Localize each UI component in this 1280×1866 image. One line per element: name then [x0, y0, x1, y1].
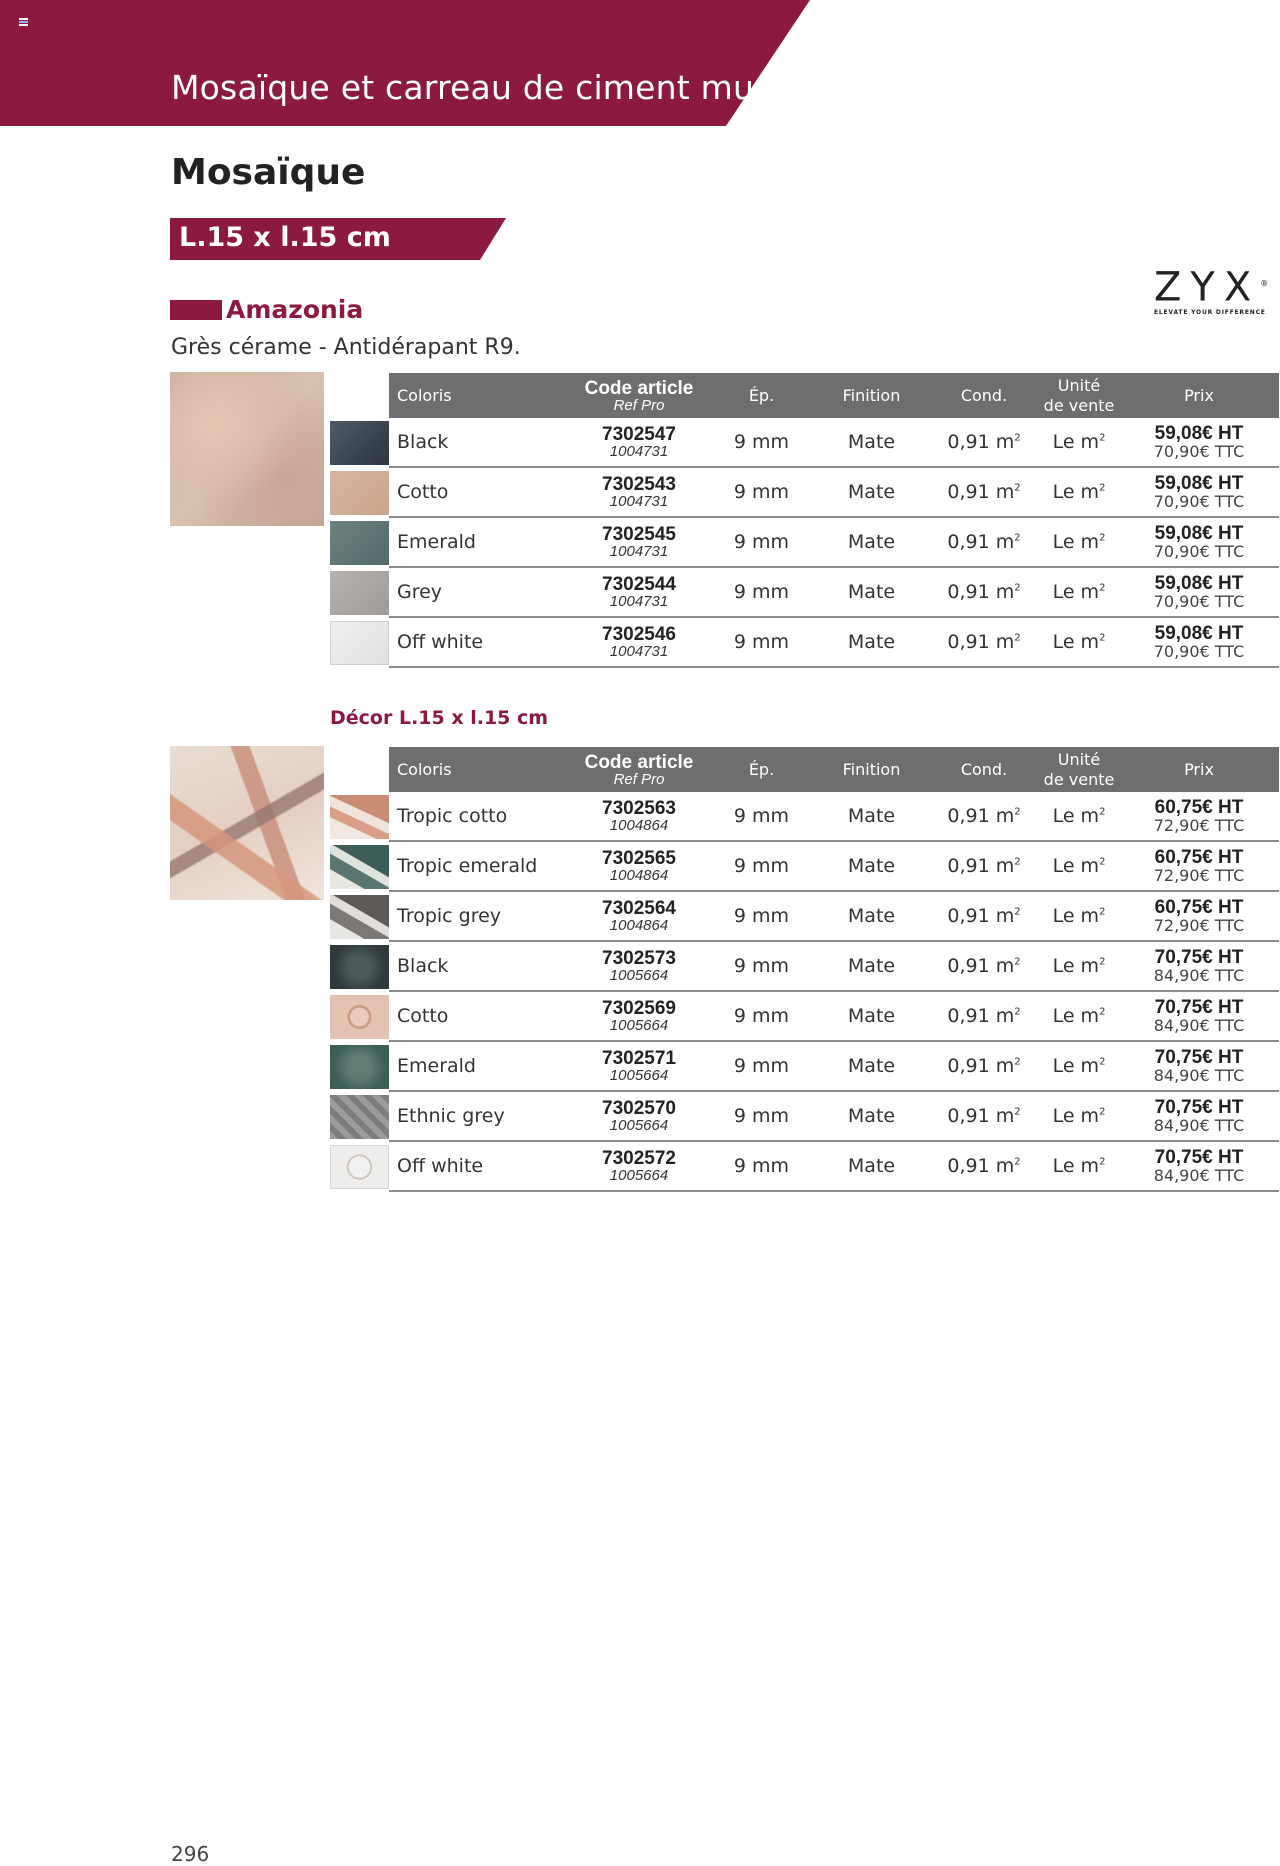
col-header-prix: Prix: [1119, 373, 1279, 418]
color-swatch: [330, 845, 389, 889]
color-swatch: [330, 521, 389, 565]
thickness-cell: 9 mm: [709, 517, 814, 567]
price-ht: 70,75€ HT: [1154, 997, 1244, 1018]
packaging-cell: [929, 517, 1039, 567]
price-ht: 60,75€ HT: [1154, 847, 1244, 868]
sale-unit-cell: [1039, 617, 1119, 667]
packaging-value: 0,91 m: [947, 905, 1015, 927]
packaging-cell: [929, 1041, 1039, 1091]
unit-superscript: 2: [1014, 1006, 1021, 1018]
col-header-code-label: Code article: [584, 377, 694, 399]
coloris-cell: Ethnic grey: [389, 1091, 569, 1141]
price-ttc: 72,90€ TTC: [1153, 916, 1245, 935]
table-row: [389, 1041, 1279, 1091]
packaging-value: 0,91 m: [947, 1105, 1015, 1127]
ref-pro-code: 1004864: [609, 867, 669, 884]
code-cell: [569, 467, 709, 517]
col-header-ref-label: Ref Pro: [613, 396, 665, 414]
table-row: [389, 617, 1279, 667]
price-ht: 59,08€ HT: [1154, 573, 1244, 594]
sale-unit-value: Le m: [1052, 905, 1100, 927]
unit-superscript: 2: [1099, 1106, 1106, 1118]
coloris-cell: Emerald: [389, 517, 569, 567]
coloris-cell: Cotto: [389, 991, 569, 1041]
finish-cell: Mate: [814, 567, 929, 617]
amazonia-product-photo: [170, 372, 324, 526]
table-row: [389, 418, 1279, 467]
packaging-value: 0,91 m: [947, 581, 1015, 603]
col-header-code-label: Code article: [584, 751, 694, 773]
ref-pro-code: 1004864: [609, 917, 669, 934]
unit-superscript: 2: [1014, 906, 1021, 918]
unit-superscript: 2: [1099, 482, 1106, 494]
table-row: [389, 567, 1279, 617]
unit-superscript: 2: [1014, 806, 1021, 818]
article-code: 7302545: [602, 524, 676, 545]
price-ht: 59,08€ HT: [1154, 623, 1244, 644]
header-band: [0, 0, 810, 126]
code-cell: [569, 841, 709, 891]
sale-unit-cell: [1039, 517, 1119, 567]
thickness-cell: 9 mm: [709, 1041, 814, 1091]
size-label: L.15 x l.15 cm: [179, 222, 391, 253]
coloris-cell: Emerald: [389, 1041, 569, 1091]
coloris-cell: Off white: [389, 1141, 569, 1191]
code-cell: [569, 891, 709, 941]
thickness-cell: 9 mm: [709, 792, 814, 841]
sale-unit-value: Le m: [1052, 531, 1100, 553]
thickness-cell: 9 mm: [709, 617, 814, 667]
article-code: 7302565: [602, 848, 676, 869]
col-header-unite: [1039, 747, 1119, 792]
sale-unit-value: Le m: [1052, 855, 1100, 877]
packaging-cell: [929, 1091, 1039, 1141]
table-header-row: [389, 373, 1279, 418]
sale-unit-value: Le m: [1052, 1155, 1100, 1177]
packaging-value: 0,91 m: [947, 431, 1015, 453]
price-cell: [1119, 991, 1279, 1041]
ref-pro-code: 1005664: [609, 967, 669, 984]
decor-table: [389, 747, 1279, 1192]
ref-pro-code: 1004864: [609, 817, 669, 834]
thickness-cell: 9 mm: [709, 891, 814, 941]
packaging-value: 0,91 m: [947, 955, 1015, 977]
code-cell: [569, 1091, 709, 1141]
packaging-cell: [929, 941, 1039, 991]
ref-pro-code: 1004731: [609, 543, 669, 560]
color-swatch: [330, 1145, 389, 1189]
article-code: 7302569: [602, 998, 676, 1019]
unit-superscript: 2: [1014, 482, 1021, 494]
table-row: [389, 941, 1279, 991]
col-header-unite-line2: de vente: [1043, 395, 1115, 415]
packaging-value: 0,91 m: [947, 481, 1015, 503]
unit-superscript: 2: [1099, 532, 1106, 544]
coloris-cell: Black: [389, 418, 569, 467]
brand-tagline: ELEVATE YOUR DIFFERENCE: [1154, 309, 1266, 317]
page-number: 296: [171, 1842, 210, 1866]
unit-superscript: 2: [1014, 1156, 1021, 1168]
price-ht: 70,75€ HT: [1154, 1147, 1244, 1168]
color-swatch: [330, 945, 389, 989]
color-swatch: [330, 1095, 389, 1139]
unit-superscript: 2: [1099, 806, 1106, 818]
code-cell: [569, 792, 709, 841]
coloris-cell: Grey: [389, 567, 569, 617]
ref-pro-code: 1004731: [609, 643, 669, 660]
article-code: 7302547: [602, 424, 676, 445]
col-header-ref-label: Ref Pro: [613, 770, 665, 788]
color-swatch: [330, 895, 389, 939]
ref-pro-code: 1004731: [609, 443, 669, 460]
price-ht: 59,08€ HT: [1154, 523, 1244, 544]
article-code: 7302571: [602, 1048, 676, 1069]
unit-superscript: 2: [1014, 582, 1021, 594]
thickness-cell: 9 mm: [709, 841, 814, 891]
price-ht: 59,08€ HT: [1154, 423, 1244, 444]
unit-superscript: 2: [1014, 856, 1021, 868]
color-swatch: [330, 795, 389, 839]
sale-unit-cell: [1039, 991, 1119, 1041]
table-row: [389, 792, 1279, 841]
packaging-cell: [929, 891, 1039, 941]
packaging-value: 0,91 m: [947, 531, 1015, 553]
sale-unit-cell: [1039, 941, 1119, 991]
coloris-cell: Tropic emerald: [389, 841, 569, 891]
sale-unit-cell: [1039, 1091, 1119, 1141]
series-marker: [170, 300, 222, 320]
price-cell: [1119, 941, 1279, 991]
col-header-cond: Cond.: [929, 747, 1039, 792]
color-swatch: [330, 995, 389, 1039]
sale-unit-value: Le m: [1052, 431, 1100, 453]
code-cell: [569, 617, 709, 667]
color-swatch: [330, 421, 389, 465]
price-cell: [1119, 1141, 1279, 1191]
finish-cell: Mate: [814, 617, 929, 667]
price-ttc: 72,90€ TTC: [1153, 866, 1245, 885]
table-row: [389, 841, 1279, 891]
unit-superscript: 2: [1099, 856, 1106, 868]
coloris-cell: Black: [389, 941, 569, 991]
packaging-cell: [929, 792, 1039, 841]
thickness-cell: 9 mm: [709, 418, 814, 467]
price-cell: [1119, 418, 1279, 467]
brand-logo: [1154, 264, 1274, 318]
sale-unit-cell: [1039, 467, 1119, 517]
col-header-prix: Prix: [1119, 747, 1279, 792]
col-header-unite-line1: Unité: [1057, 375, 1101, 395]
price-ttc: 84,90€ TTC: [1153, 1116, 1245, 1135]
price-cell: [1119, 517, 1279, 567]
code-cell: [569, 567, 709, 617]
price-cell: [1119, 617, 1279, 667]
article-code: 7302564: [602, 898, 676, 919]
col-header-code: [569, 373, 709, 418]
table-row: [389, 467, 1279, 517]
table-row: [389, 517, 1279, 567]
article-code: 7302570: [602, 1098, 676, 1119]
price-ttc: 70,90€ TTC: [1153, 542, 1245, 561]
sale-unit-cell: [1039, 792, 1119, 841]
finish-cell: Mate: [814, 941, 929, 991]
code-cell: [569, 1141, 709, 1191]
price-cell: [1119, 1041, 1279, 1091]
thickness-cell: 9 mm: [709, 467, 814, 517]
unit-superscript: 2: [1099, 906, 1106, 918]
article-code: 7302573: [602, 948, 676, 969]
sale-unit-value: Le m: [1052, 805, 1100, 827]
packaging-value: 0,91 m: [947, 1155, 1015, 1177]
packaging-value: 0,91 m: [947, 1005, 1015, 1027]
thickness-cell: 9 mm: [709, 567, 814, 617]
col-header-unite: [1039, 373, 1119, 418]
unit-superscript: 2: [1014, 432, 1021, 444]
sale-unit-cell: [1039, 841, 1119, 891]
price-ttc: 70,90€ TTC: [1153, 642, 1245, 661]
packaging-cell: [929, 617, 1039, 667]
price-ttc: 72,90€ TTC: [1153, 816, 1245, 835]
coloris-cell: Off white: [389, 617, 569, 667]
sale-unit-value: Le m: [1052, 1005, 1100, 1027]
color-swatch: [330, 471, 389, 515]
code-cell: [569, 517, 709, 567]
finish-cell: Mate: [814, 1141, 929, 1191]
unit-superscript: 2: [1014, 1056, 1021, 1068]
table-row: [389, 991, 1279, 1041]
price-cell: [1119, 467, 1279, 517]
code-cell: [569, 991, 709, 1041]
unit-superscript: 2: [1099, 1056, 1106, 1068]
price-ttc: 70,90€ TTC: [1153, 592, 1245, 611]
page-title: Mosaïque: [171, 152, 366, 193]
article-code: 7302572: [602, 1148, 676, 1169]
sale-unit-value: Le m: [1052, 581, 1100, 603]
code-cell: [569, 1041, 709, 1091]
col-header-cond: Cond.: [929, 373, 1039, 418]
unit-superscript: 2: [1099, 956, 1106, 968]
table-row: [389, 891, 1279, 941]
price-ht: 70,75€ HT: [1154, 1097, 1244, 1118]
col-header-unite-line1: Unité: [1057, 749, 1101, 769]
code-cell: [569, 418, 709, 467]
packaging-value: 0,91 m: [947, 805, 1015, 827]
amazonia-table: [389, 373, 1279, 668]
finish-cell: Mate: [814, 517, 929, 567]
ref-pro-code: 1005664: [609, 1067, 669, 1084]
thickness-cell: 9 mm: [709, 1091, 814, 1141]
price-ttc: 84,90€ TTC: [1153, 1066, 1245, 1085]
finish-cell: Mate: [814, 841, 929, 891]
unit-superscript: 2: [1014, 956, 1021, 968]
finish-cell: Mate: [814, 991, 929, 1041]
finish-cell: Mate: [814, 792, 929, 841]
price-ttc: 84,90€ TTC: [1153, 966, 1245, 985]
packaging-cell: [929, 841, 1039, 891]
article-code: 7302544: [602, 574, 676, 595]
color-swatch: [330, 1045, 389, 1089]
color-swatch: [330, 621, 389, 665]
price-ttc: 84,90€ TTC: [1153, 1166, 1245, 1185]
col-header-coloris: Coloris: [389, 747, 569, 792]
coloris-cell: Tropic grey: [389, 891, 569, 941]
ref-pro-code: 1005664: [609, 1117, 669, 1134]
col-header-finition: Finition: [814, 747, 929, 792]
packaging-value: 0,91 m: [947, 631, 1015, 653]
sale-unit-cell: [1039, 1041, 1119, 1091]
col-header-ep: Ép.: [709, 747, 814, 792]
decor-product-photo: [170, 746, 324, 900]
sale-unit-cell: [1039, 418, 1119, 467]
finish-cell: Mate: [814, 467, 929, 517]
col-header-finition: Finition: [814, 373, 929, 418]
article-code: 7302543: [602, 474, 676, 495]
packaging-cell: [929, 418, 1039, 467]
price-ht: 59,08€ HT: [1154, 473, 1244, 494]
unit-superscript: 2: [1099, 432, 1106, 444]
sale-unit-value: Le m: [1052, 631, 1100, 653]
thickness-cell: 9 mm: [709, 1141, 814, 1191]
sale-unit-cell: [1039, 891, 1119, 941]
sale-unit-value: Le m: [1052, 955, 1100, 977]
finish-cell: Mate: [814, 418, 929, 467]
unit-superscript: 2: [1014, 532, 1021, 544]
decor-title: Décor L.15 x l.15 cm: [330, 707, 549, 729]
col-header-ep: Ép.: [709, 373, 814, 418]
table-row: [389, 1141, 1279, 1191]
sale-unit-cell: [1039, 1141, 1119, 1191]
table-header-row: [389, 747, 1279, 792]
article-code: 7302546: [602, 624, 676, 645]
menu-icon[interactable]: [19, 18, 28, 26]
price-cell: [1119, 792, 1279, 841]
unit-superscript: 2: [1099, 632, 1106, 644]
finish-cell: Mate: [814, 891, 929, 941]
code-cell: [569, 941, 709, 991]
unit-superscript: 2: [1099, 1006, 1106, 1018]
article-code: 7302563: [602, 798, 676, 819]
packaging-cell: [929, 567, 1039, 617]
table-row: [389, 1091, 1279, 1141]
price-ht: 70,75€ HT: [1154, 1047, 1244, 1068]
price-cell: [1119, 567, 1279, 617]
price-ht: 70,75€ HT: [1154, 947, 1244, 968]
sale-unit-cell: [1039, 567, 1119, 617]
coloris-cell: Cotto: [389, 467, 569, 517]
sale-unit-value: Le m: [1052, 1105, 1100, 1127]
coloris-cell: Tropic cotto: [389, 792, 569, 841]
ref-pro-code: 1005664: [609, 1167, 669, 1184]
price-ttc: 84,90€ TTC: [1153, 1016, 1245, 1035]
unit-superscript: 2: [1099, 582, 1106, 594]
price-cell: [1119, 1091, 1279, 1141]
packaging-cell: [929, 1141, 1039, 1191]
finish-cell: Mate: [814, 1041, 929, 1091]
packaging-value: 0,91 m: [947, 1055, 1015, 1077]
packaging-cell: [929, 991, 1039, 1041]
brand-mark: ZYX®: [1154, 264, 1269, 311]
series-description: Grès cérame - Antidérapant R9.: [171, 335, 521, 360]
col-header-coloris: Coloris: [389, 373, 569, 418]
unit-superscript: 2: [1099, 1156, 1106, 1168]
series-name: Amazonia: [226, 295, 364, 324]
unit-superscript: 2: [1014, 632, 1021, 644]
price-ttc: 70,90€ TTC: [1153, 492, 1245, 511]
unit-superscript: 2: [1014, 1106, 1021, 1118]
header-title: Mosaïque et carreau de ciment mur: [171, 68, 768, 107]
color-swatch: [330, 571, 389, 615]
col-header-unite-line2: de vente: [1043, 769, 1115, 789]
finish-cell: Mate: [814, 1091, 929, 1141]
ref-pro-code: 1005664: [609, 1017, 669, 1034]
packaging-value: 0,91 m: [947, 855, 1015, 877]
col-header-code: [569, 747, 709, 792]
ref-pro-code: 1004731: [609, 593, 669, 610]
price-ttc: 70,90€ TTC: [1153, 442, 1245, 461]
price-cell: [1119, 891, 1279, 941]
sale-unit-value: Le m: [1052, 1055, 1100, 1077]
price-ht: 60,75€ HT: [1154, 897, 1244, 918]
packaging-cell: [929, 467, 1039, 517]
thickness-cell: 9 mm: [709, 991, 814, 1041]
ref-pro-code: 1004731: [609, 493, 669, 510]
sale-unit-value: Le m: [1052, 481, 1100, 503]
price-ht: 60,75€ HT: [1154, 797, 1244, 818]
thickness-cell: 9 mm: [709, 941, 814, 991]
price-cell: [1119, 841, 1279, 891]
